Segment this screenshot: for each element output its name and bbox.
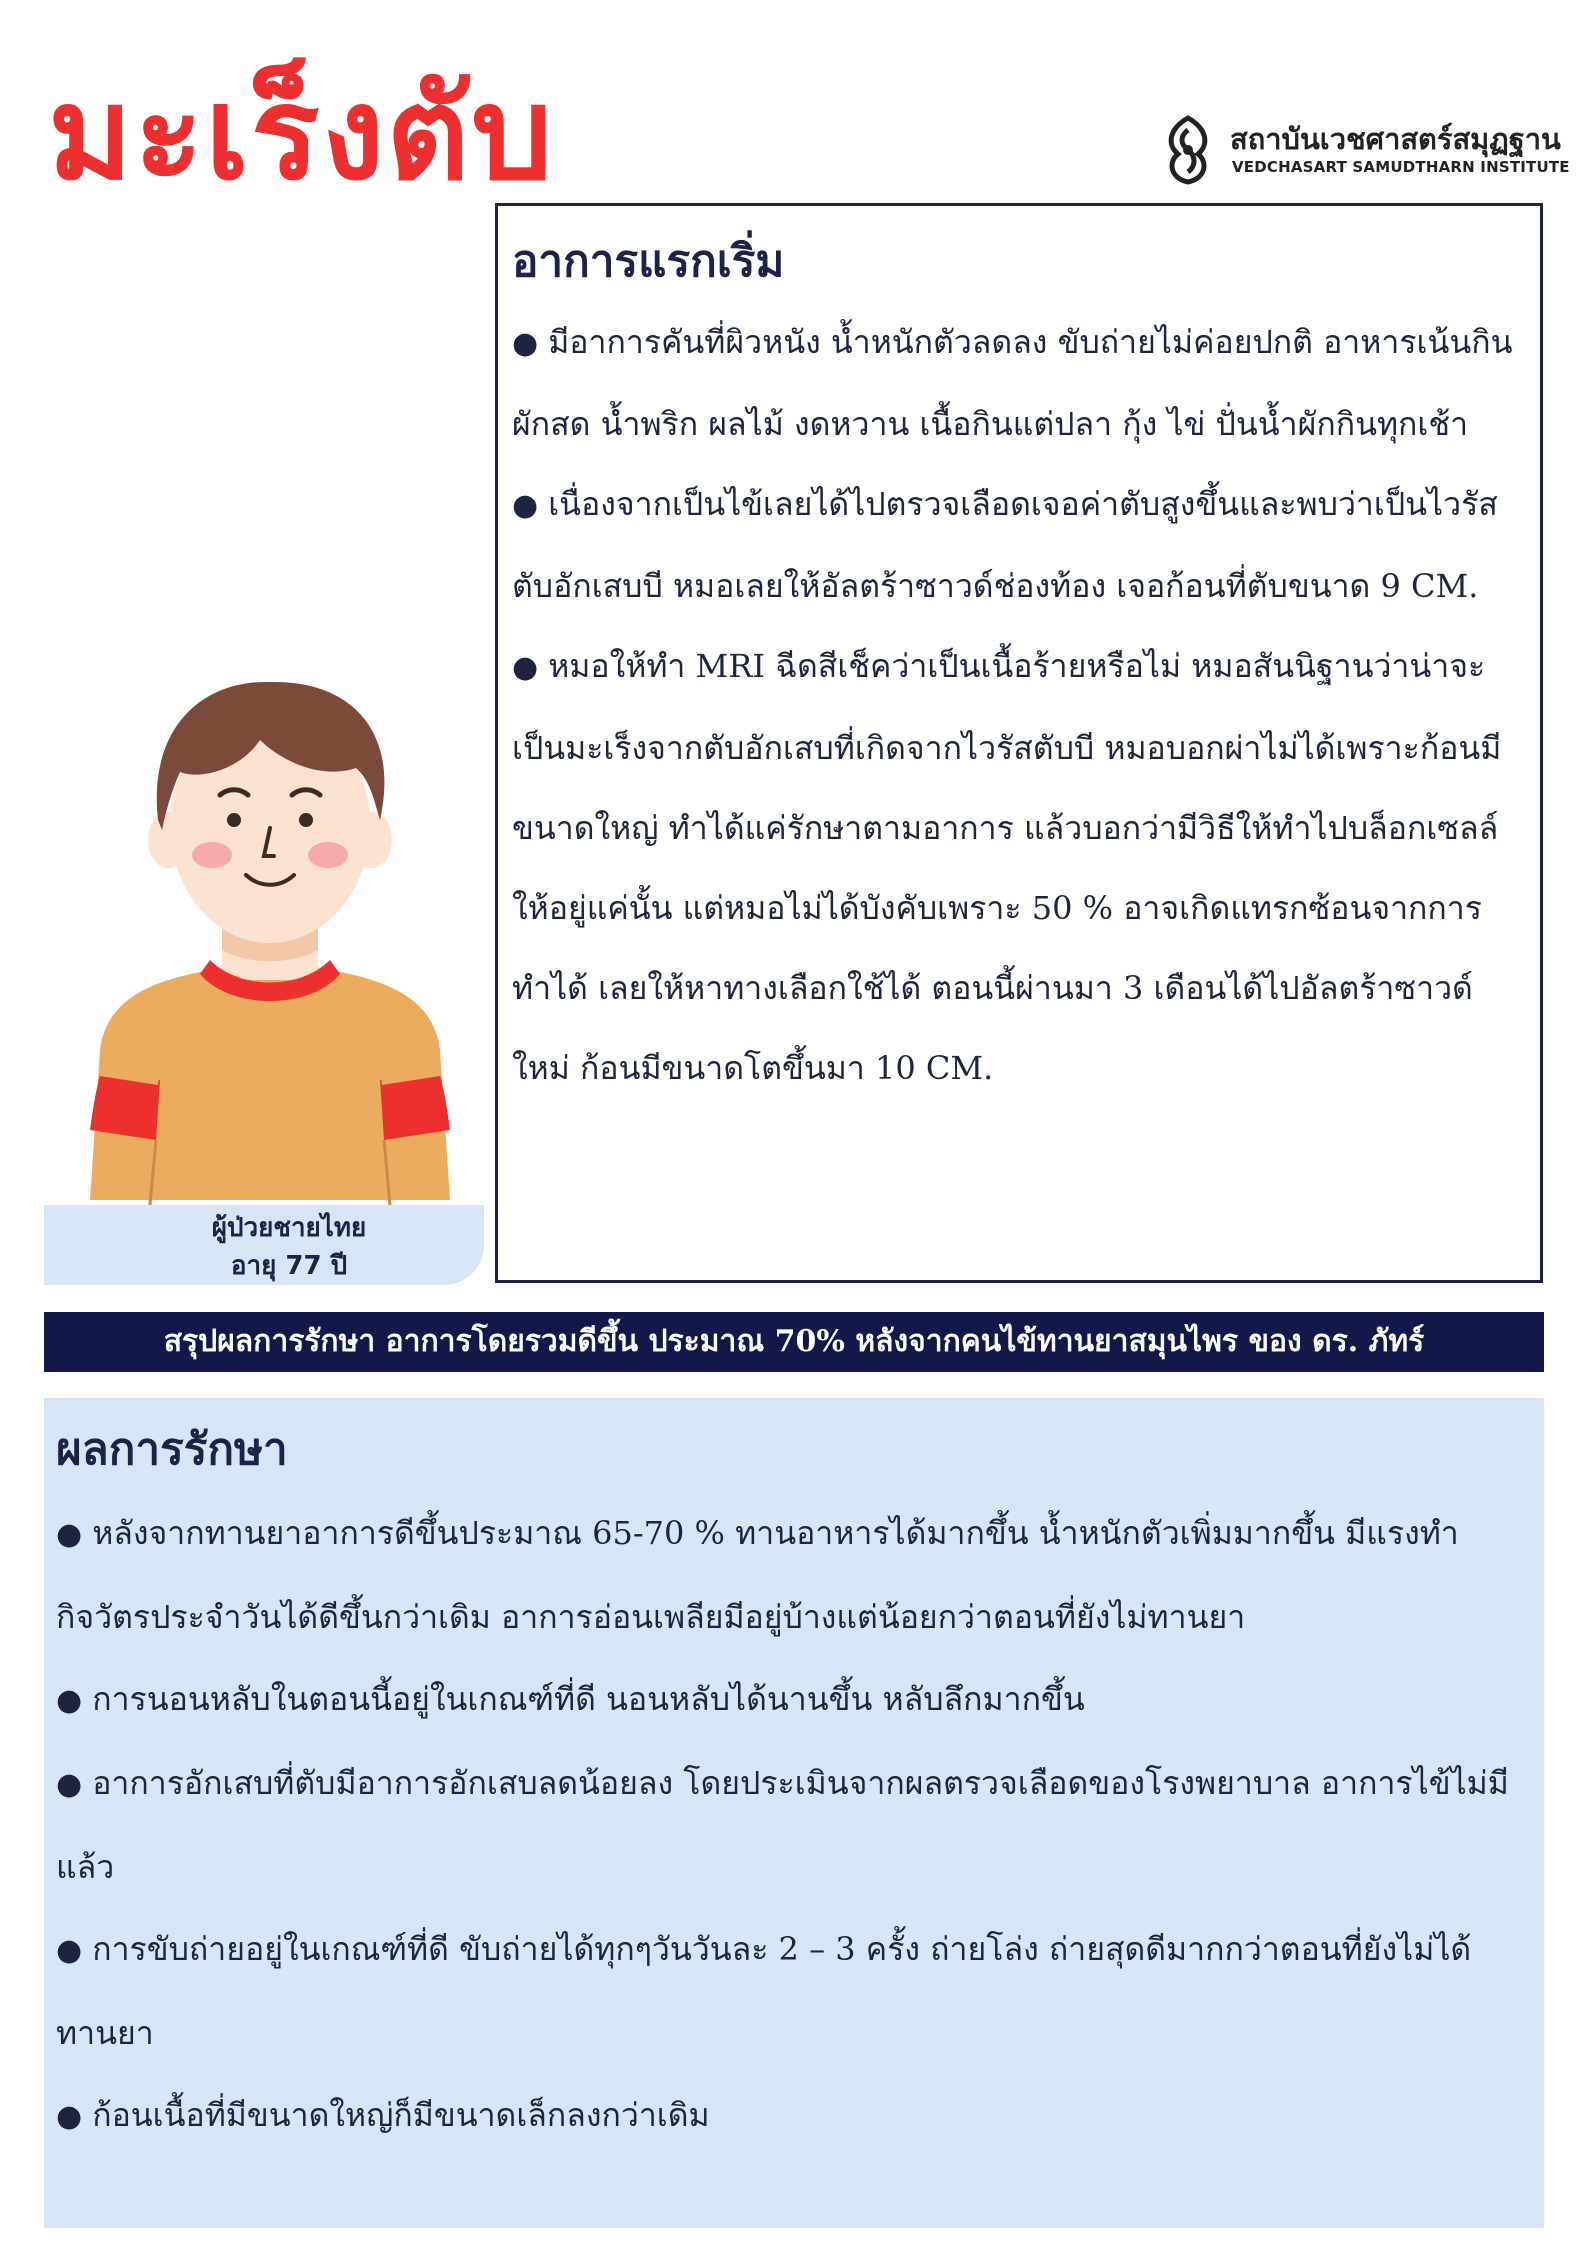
patient-gender-nationality: ผู้ป่วยชายไทย: [211, 1213, 367, 1243]
result-item: [56, 1742, 1530, 1908]
symptom-item: [512, 302, 1530, 464]
symptom-item-text: หมอให้ทำ MRI ฉีดสีเช็คว่าเป็นเนื้อร้ายหรือไม่ หมอสันนิฐานว่าน่าจะเป็นมะเร็งจากตับอักเสบที่เกิดจากไวรัสตับบี หมอบอกผ่าไม่ได้เพราะก้อนมีขนาดใหญ่ ทำได้แค่รักษาตามอาการ แล้วบอกว่ามีวิธีให้ทำไปบล็อกเซลล์ให้อยู่แค่นั้น แต่หมอไม่ได้บังคับเพราะ 50 % อาจเกิดแทรกซ้อนจากการทำได้ เลยให้หาทางเลือกใช้ได้ ตอนนี้ผ่านมา 3 เดือนได้ไปอัลตร้าซาวด์ใหม่ ก้อนมีขนาดโตขึ้นมา 10 CM.: [512, 647, 1502, 1087]
bullet-icon: ●: [512, 326, 539, 361]
result-item-text: หลังจากทานยาอาการดีขึ้นประมาณ 65-70 % ทานอาหารได้มากขึ้น น้ำหนักตัวเพิ่มมากขึ้น มีแรงทำกิจวัตรประจำวันได้ดีขึ้นกว่าเดิม อาการอ่อนเพลียมีอยู่บ้างแต่น้อยกว่าตอนที่ยังไม่ทานยา: [56, 1514, 1459, 1636]
result-item-text: ก้อนเนื้อที่มีขนาดใหญ่ก็มีขนาดเล็กลงกว่าเดิม: [92, 2096, 710, 2134]
patient-info-card: [44, 1205, 484, 1285]
result-item-text: อาการอักเสบที่ตับมีอาการอักเสบลดน้อยลง โดยประเมินจากผลตรวจเลือดของโรงพยาบาล อาการไข้ไม่มีแล้ว: [56, 1764, 1509, 1886]
page-title: มะเร็งตับ: [48, 60, 555, 209]
bullet-icon: ●: [56, 1683, 83, 1718]
result-item: [56, 1908, 1530, 2074]
result-item-text: การนอนหลับในตอนนี้อยู่ในเกณฑ์ที่ดี นอนหลับได้นานขึ้น หลับลึกมากขึ้น: [92, 1680, 1085, 1718]
symptom-item-text: มีอาการคันที่ผิวหนัง น้ำหนักตัวลดลง ขับถ่ายไม่ค่อยปกติ อาหารเน้นกินผักสด น้ำพริก ผลไม้ งดหวาน เนื้อกินแต่ปลา กุ้ง ไข่ ปั่นน้ำผักกินทุกเช้า: [512, 323, 1513, 443]
symptom-item: [512, 626, 1530, 1108]
initial-symptoms-heading: อาการแรกเริ่ม: [512, 236, 785, 287]
institute-logo: [1158, 112, 1570, 190]
bullet-icon: ●: [56, 1517, 83, 1552]
bullet-icon: ●: [512, 488, 539, 523]
patient-age: อายุ 77 ปี: [230, 1251, 348, 1281]
institute-emblem-icon: [1158, 114, 1218, 186]
symptom-item: [512, 464, 1530, 626]
result-item: [56, 2074, 1530, 2158]
institute-name-thai: สถาบันเวชศาสตร์สมุฏฐาน: [1230, 122, 1561, 156]
bullet-icon: ●: [56, 1767, 83, 1802]
result-item: [56, 1492, 1530, 1658]
treatment-results-box: [44, 1398, 1544, 2228]
institute-name-english: VEDCHASART SAMUDTHARN INSTITUTE: [1232, 158, 1570, 176]
result-item: [56, 1658, 1530, 1742]
patient-avatar-illustration: [80, 660, 460, 1205]
treatment-summary-banner: สรุปผลการรักษา อาการโดยรวมดีขึ้น ประมาณ 70% หลังจากคนไข้ทานยาสมุนไพร ของ ดร. ภัทร์: [44, 1312, 1544, 1372]
treatment-results-heading: ผลการรักษา: [56, 1424, 288, 1475]
initial-symptoms-box: [495, 203, 1543, 1283]
bullet-icon: ●: [512, 650, 539, 685]
bullet-icon: ●: [56, 2099, 83, 2134]
bullet-icon: ●: [56, 1933, 83, 1968]
result-item-text: การขับถ่ายอยู่ในเกณฑ์ที่ดี ขับถ่ายได้ทุกๆวันวันละ 2 – 3 ครั้ง ถ่ายโล่ง ถ่ายสุดดีมากกว่าตอนที่ยังไม่ได้ทานยา: [56, 1930, 1472, 2052]
symptom-item-text: เนื่องจากเป็นไข้เลยได้ไปตรวจเลือดเจอค่าตับสูงขึ้นและพบว่าเป็นไวรัสตับอักเสบบี หมอเลยให้อัลตร้าซาวด์ช่องท้อง เจอก้อนที่ตับขนาด 9 CM.: [512, 485, 1498, 605]
